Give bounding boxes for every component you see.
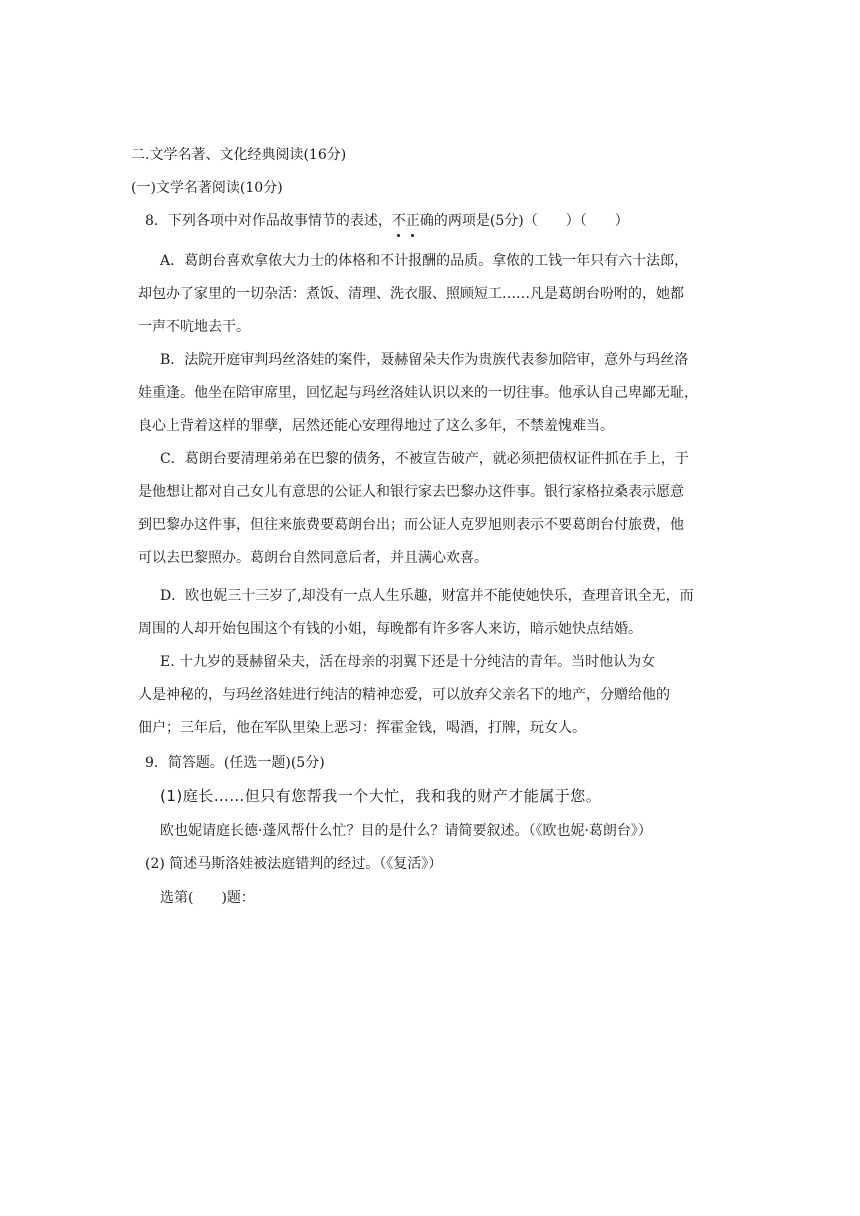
question-9-sub1-quote: (1)庭长……但只有您帮我一个大忙，我和我的财产才能属于您。 (160, 787, 602, 805)
question-8-emphasis-1: 不 (391, 213, 406, 229)
question-8-emphasis-2: 正 (405, 213, 420, 229)
option-e-line-1: E. 十九岁的聂赫留朵夫，活在母亲的羽翼下还是十分纯洁的青年。当时他认为女 (160, 654, 656, 670)
option-d-line-1: D．欧也妮三十三岁了,却没有一点人生乐趣，财富并不能使她快乐，查理音讯全无，而 (160, 588, 694, 604)
question-9-sub2: (2) 简述马斯洛娃被法庭错判的经过。（《复活》） (145, 856, 443, 872)
choose-question-prompt: 选第( )题： (160, 890, 255, 906)
question-9-title: 9．简答题。(任选一题)(5分) (145, 755, 325, 771)
option-b-line-2: 娃重逢。他坐在陪审席里，回忆起与玛丝洛娃认识以来的一切往事。他承认自己卑鄙无耻， (138, 385, 698, 401)
question-9-sub1-question: 欧也妮请庭长德·蓬风帮什么忙？目的是什么？请简要叙述。（《欧也妮·葛朗台》） (160, 823, 652, 839)
option-e-line-3: 佃户；三年后，他在军队里染上恶习：挥霍金钱，喝酒，打牌，玩女人。 (138, 720, 586, 736)
option-a-line-3: 一声不吭地去干。 (138, 319, 250, 335)
question-8-suffix: 确的两项是(5分)（ ）（ ） (419, 213, 629, 229)
question-8 (145, 211, 629, 231)
option-a-line-2: 却包办了家里的一切杂活：煮饭、清理、洗衣服、照顾短工……凡是葛朗台吩咐的，她都 (138, 286, 684, 302)
section-title: 二.文学名著、文化经典阅读(16分) (131, 147, 347, 163)
option-c-line-4: 可以去巴黎照办。葛朗台自然同意后者，并且满心欢喜。 (138, 550, 488, 566)
subsection-title: (一)文学名著阅读(10分) (131, 180, 283, 196)
question-8-prefix: 8．下列各项中对作品故事情节的表述， (145, 213, 392, 229)
option-c-line-3: 到巴黎办这件事，但往来旅费要葛朗台出；而公证人克罗旭则表示不要葛朗台付旅费，他 (138, 517, 684, 533)
option-b-line-1: B．法院开庭审判玛丝洛娃的案件，聂赫留朵夫作为贵族代表参加陪审，意外与玛丝洛 (160, 352, 689, 368)
option-e-line-2: 人是神秘的，与玛丝洛娃进行纯洁的精神恋爱，可以放弃父亲名下的地产，分赠给他的 (138, 687, 670, 703)
option-d-line-2: 周围的人却开始包围这个有钱的小姐，每晚都有许多客人来访，暗示她快点结婚。 (138, 621, 642, 637)
option-c-line-1: C．葛朗台要清理弟弟在巴黎的债务，不被宣告破产，就必须把债权证件抓在手上，于 (160, 451, 689, 467)
option-c-line-2: 是他想让都对自己女儿有意思的公证人和银行家去巴黎办这件事。银行家格拉桑表示愿意 (138, 484, 684, 500)
option-a-line-1: A．葛朗台喜欢拿侬大力士的体格和不计报酬的品质。拿侬的工钱一年只有六十法郎， (160, 253, 689, 269)
option-b-line-3: 良心上背着这样的罪孽，居然还能心安理得地过了这么多年，不禁羞愧难当。 (138, 418, 614, 434)
